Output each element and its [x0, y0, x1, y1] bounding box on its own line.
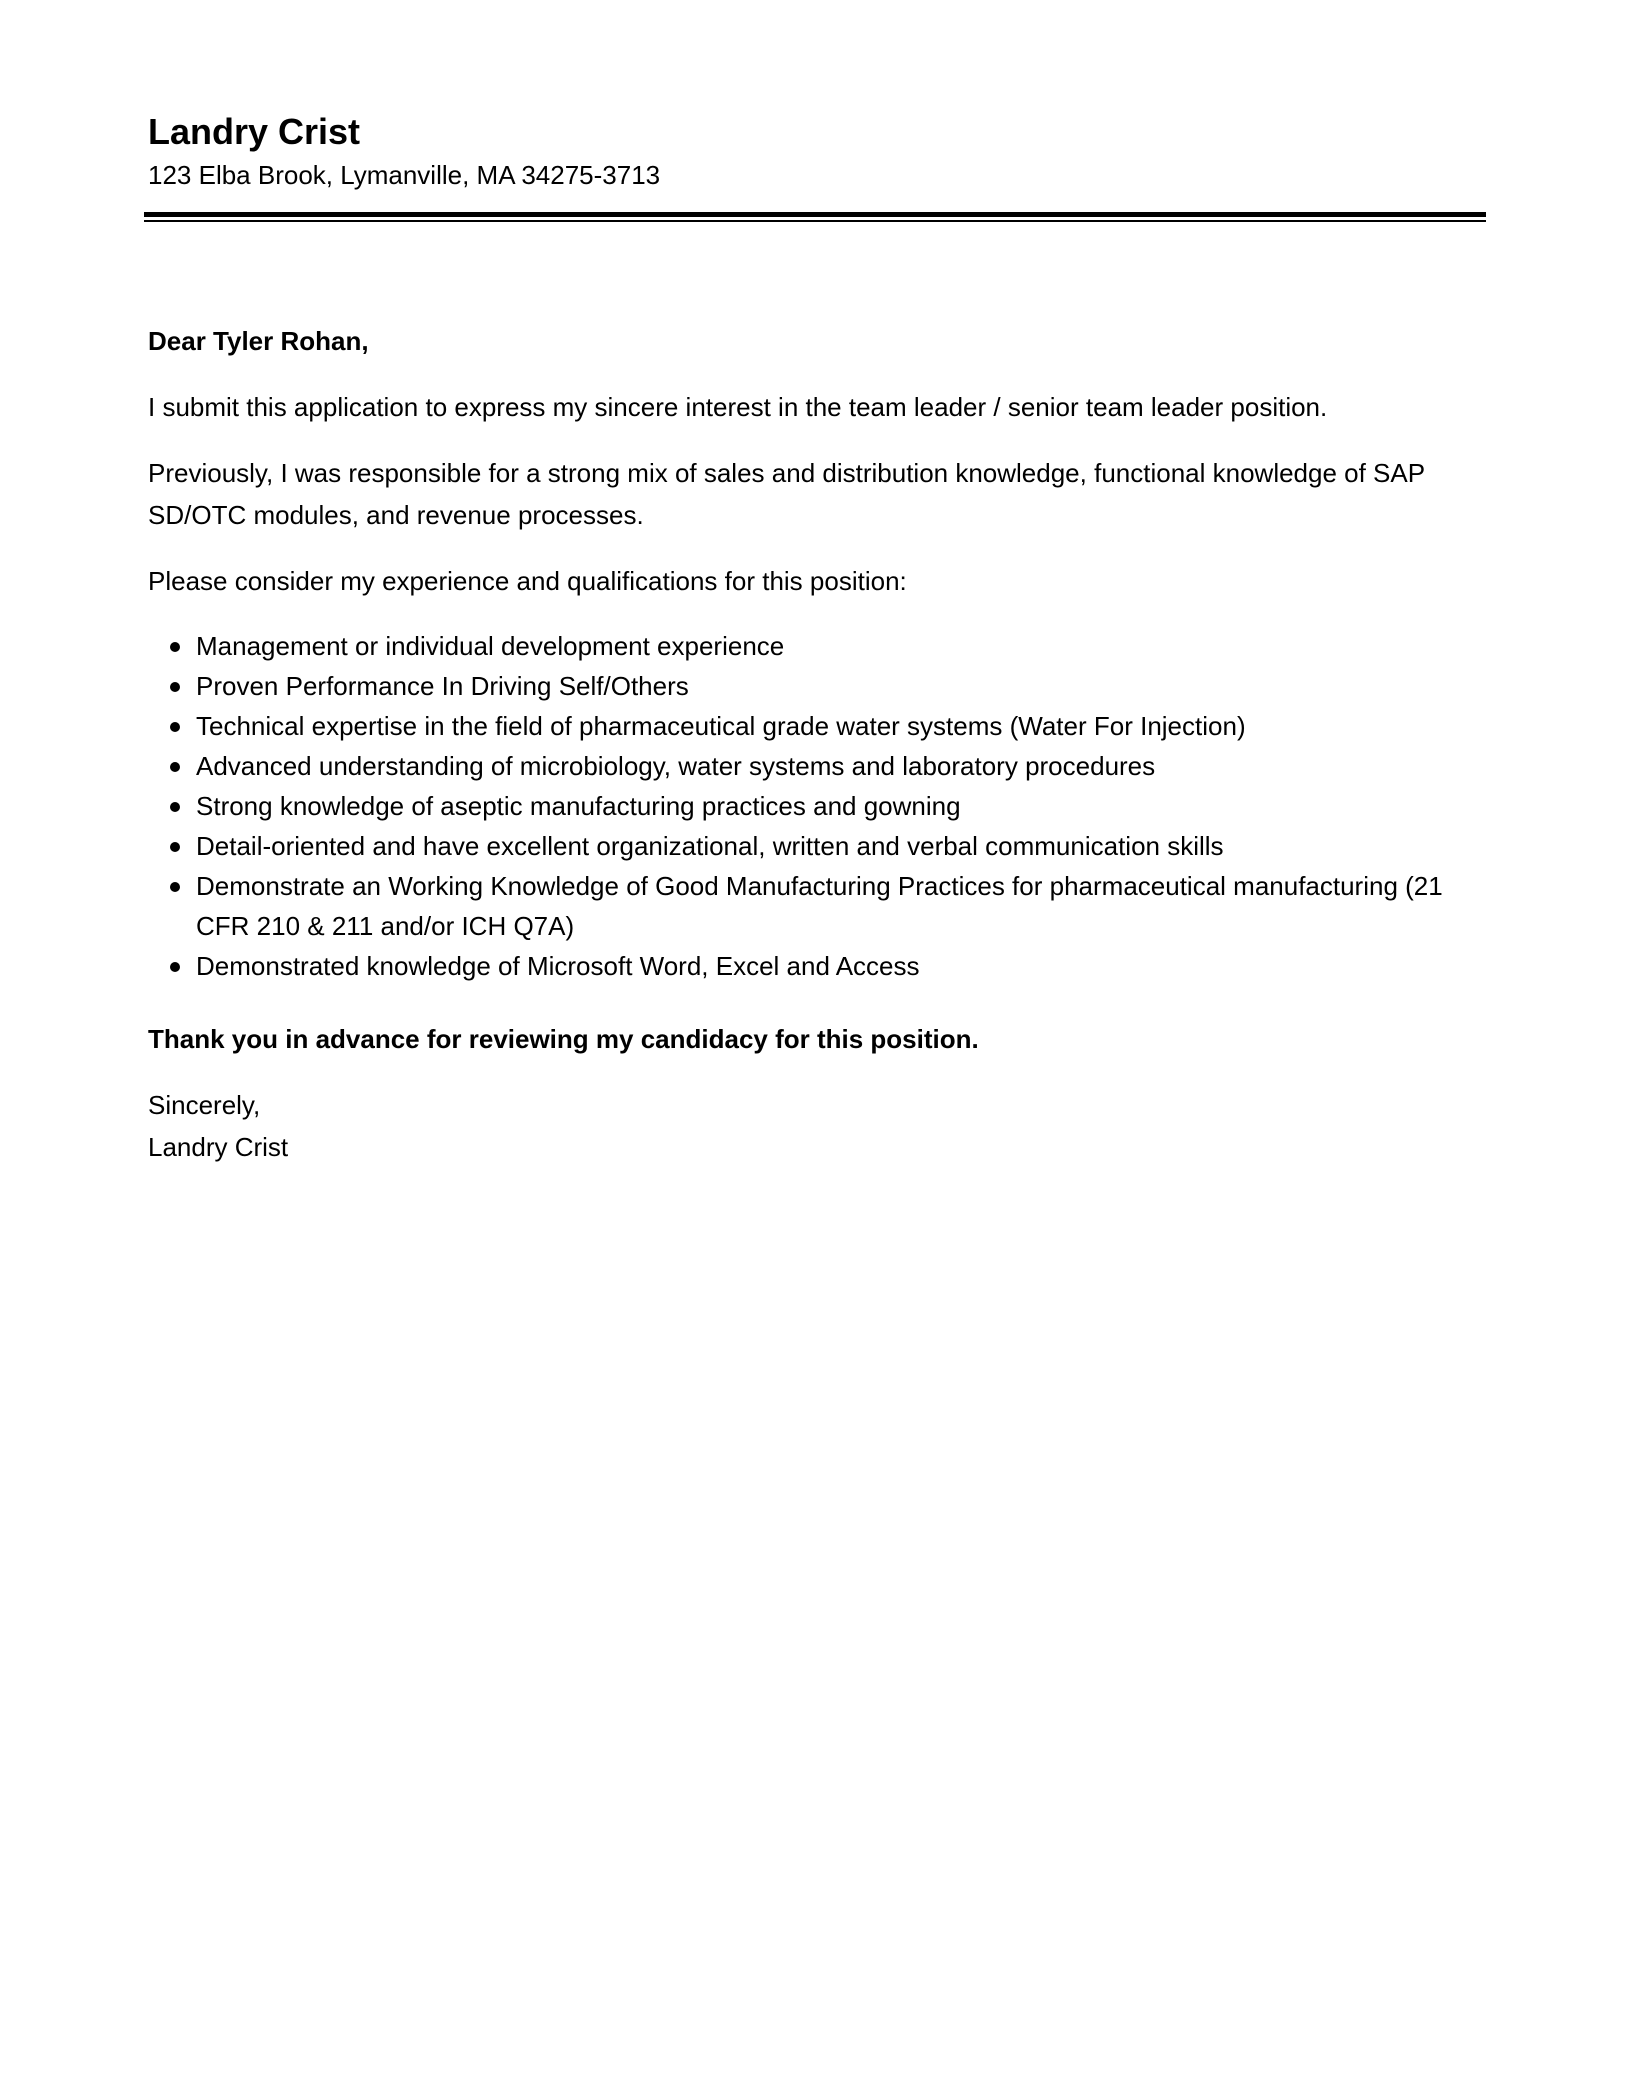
list-item [148, 746, 1488, 786]
salutation: Dear Tyler Rohan, [148, 326, 369, 356]
list-item-text: Demonstrate an Working Knowledge of Good Manufacturing Practices for pharmaceutical manufacturing (21 CFR 210 & 211 and/or ICH Q7A) [196, 871, 1443, 941]
sender-address: 123 Elba Brook, Lymanville, MA 34275-3713 [148, 160, 661, 190]
list-item-text: Demonstrated knowledge of Microsoft Word, Excel and Access [196, 951, 920, 981]
bullet-icon [170, 762, 180, 772]
bullet-icon [170, 962, 180, 972]
list-item-text: Detail-oriented and have excellent organizational, written and verbal communication skills [196, 831, 1224, 861]
qualifications-intro: Please consider my experience and qualifications for this position: [148, 566, 907, 596]
list-item [148, 866, 1488, 946]
list-item [148, 786, 1488, 826]
list-item-text: Advanced understanding of microbiology, water systems and laboratory procedures [196, 751, 1156, 781]
list-item [148, 826, 1488, 866]
letter-body [148, 320, 1488, 1168]
signature-name: Landry Crist [148, 1132, 289, 1162]
list-item-text: Technical expertise in the field of pharmaceutical grade water systems (Water For Injection) [196, 711, 1246, 741]
list-item-text: Proven Performance In Driving Self/Others [196, 671, 689, 701]
bullet-icon [170, 842, 180, 852]
letter-header [148, 110, 1488, 192]
experience-paragraph: Previously, I was responsible for a strong mix of sales and distribution knowledge, functional knowledge of SAP SD/OTC modules, and revenue processes. [148, 458, 1425, 530]
bullet-icon [170, 642, 180, 652]
signoff: Sincerely, [148, 1090, 261, 1120]
list-item-text: Management or individual development experience [196, 631, 785, 661]
list-item-text: Strong knowledge of aseptic manufacturing practices and gowning [196, 791, 961, 821]
header-divider-thick [144, 212, 1486, 217]
intro-paragraph: I submit this application to express my sincere interest in the team leader / senior team leader position. [148, 392, 1328, 422]
bullet-icon [170, 802, 180, 812]
closing-statement: Thank you in advance for reviewing my candidacy for this position. [148, 1024, 979, 1054]
bullet-icon [170, 882, 180, 892]
qualifications-list [148, 626, 1488, 986]
list-item [148, 666, 1488, 706]
header-divider-thin [144, 220, 1486, 222]
bullet-icon [170, 722, 180, 732]
sender-name: Landry Crist [148, 111, 361, 152]
list-item [148, 706, 1488, 746]
list-item [148, 946, 1488, 986]
list-item [148, 626, 1488, 666]
bullet-icon [170, 682, 180, 692]
